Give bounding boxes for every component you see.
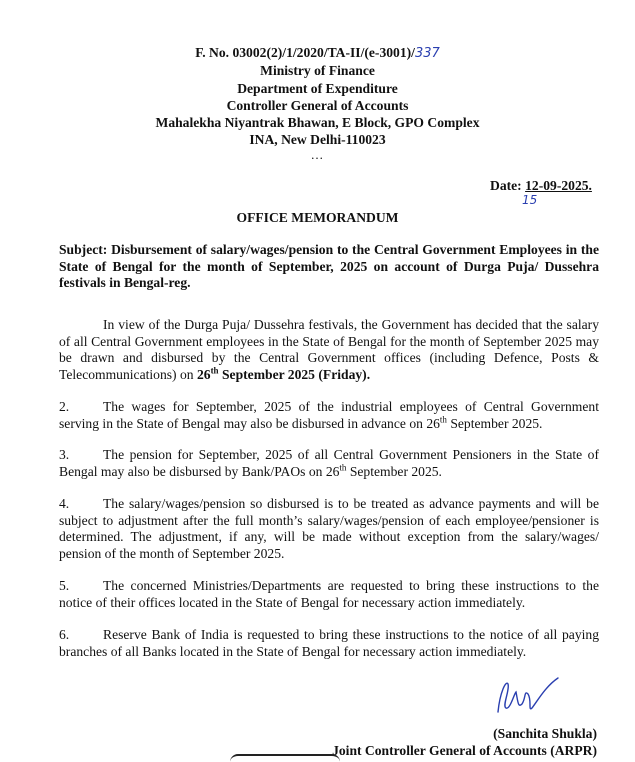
- office-name: Controller General of Accounts: [226, 98, 409, 113]
- file-number-text: F. No. 03002(2)/1/2020/TA-II/(e-3001)/: [195, 45, 415, 60]
- paragraph-5-number: 5.: [59, 578, 70, 593]
- paragraph-3-number: 3.: [59, 447, 70, 462]
- paragraph-2-rest: September 2025.: [446, 415, 543, 431]
- paragraph-4-number: 4.: [59, 496, 70, 511]
- paragraph-6-number: 6.: [59, 627, 70, 642]
- signatory-designation: Joint Controller General of Accounts (ARPR): [332, 743, 597, 758]
- date-value: 12-09-2025.: [525, 178, 592, 193]
- handwritten-file-suffix: 337: [414, 46, 440, 61]
- paragraph-5: [59, 578, 599, 611]
- ministry-name: Ministry of Finance: [260, 63, 375, 78]
- header-separator: ...: [311, 147, 324, 162]
- paragraph-6: [59, 627, 599, 660]
- paragraph-2: [59, 399, 599, 432]
- paragraph-2-number: 2.: [59, 399, 70, 414]
- paragraph-1: [59, 317, 599, 383]
- signatory-name: (Sanchita Shukla): [493, 726, 597, 741]
- subject-text: Subject: Disbursement of salary/wages/pension to the Central Government Employees in the State of Bengal for the month of September, 2025 on account of Durga Puja/ Dussehra festivals in Bengal-reg.: [59, 242, 599, 290]
- paragraph-2-text: The wages for September, 2025 of the industrial employees of Central Government serving in the State of Bengal may also be disbursed in advance on 26: [59, 399, 599, 431]
- paragraph-1-bold-rest: September 2025 (Friday).: [218, 366, 371, 382]
- paragraph-3-rest: September 2025.: [346, 463, 442, 479]
- paragraph-3: [59, 447, 599, 480]
- handwritten-signature: [488, 672, 568, 722]
- paragraph-6-text: Reserve Bank of India is requested to bring these instructions to the notice of all paying branches of all Banks located in the State of Bengal for necessary action immediately.: [59, 627, 599, 659]
- memo-title: OFFICE MEMORANDUM: [236, 210, 399, 225]
- memo-date: [490, 178, 592, 194]
- paragraph-4-text: The salary/wages/pension so disbursed is to be treated as advance payments and will be subject to adjustment after the full month’s salary/wages/pension of each employee/pensioner is determined. The adjustment, if any, will be made without exception from the salary/wages/ pension of the month of September 2025.: [59, 496, 599, 561]
- handwritten-date-note: 15: [522, 193, 538, 207]
- file-number: [0, 44, 635, 62]
- paragraph-3-sup: th: [339, 461, 347, 472]
- address-line-1: Mahalekha Niyantrak Bhawan, E Block, GPO Complex: [155, 115, 480, 130]
- paragraph-2-sup: th: [439, 413, 447, 424]
- paragraph-1-sup: th: [210, 364, 219, 375]
- paragraph-3-text: The pension for September, 2025 of all Central Government Pensioners in the State of Bengal may also be disbursed by Bank/PAOs on 26: [59, 447, 599, 479]
- address-line-2: INA, New Delhi-110023: [249, 132, 386, 147]
- paragraph-1-text: In view of the Durga Puja/ Dussehra festivals, the Government has decided that the salary of all Central Government employees in the State of Bengal for the month of September 2025 may be drawn and disbursed by the Central Government offices (including Defence, Posts & Telecommunications) on: [59, 317, 599, 382]
- stamp-edge: [230, 754, 340, 762]
- paragraph-5-text: The concerned Ministries/Departments are requested to bring these instructions to the notice of their offices located in the State of Bengal for necessary action immediately.: [59, 578, 599, 610]
- date-label: Date:: [490, 178, 522, 193]
- department-name: Department of Expenditure: [237, 81, 398, 96]
- paragraph-1-day: 26: [196, 366, 211, 382]
- subject-paragraph: [59, 242, 599, 292]
- paragraph-4: [59, 496, 599, 562]
